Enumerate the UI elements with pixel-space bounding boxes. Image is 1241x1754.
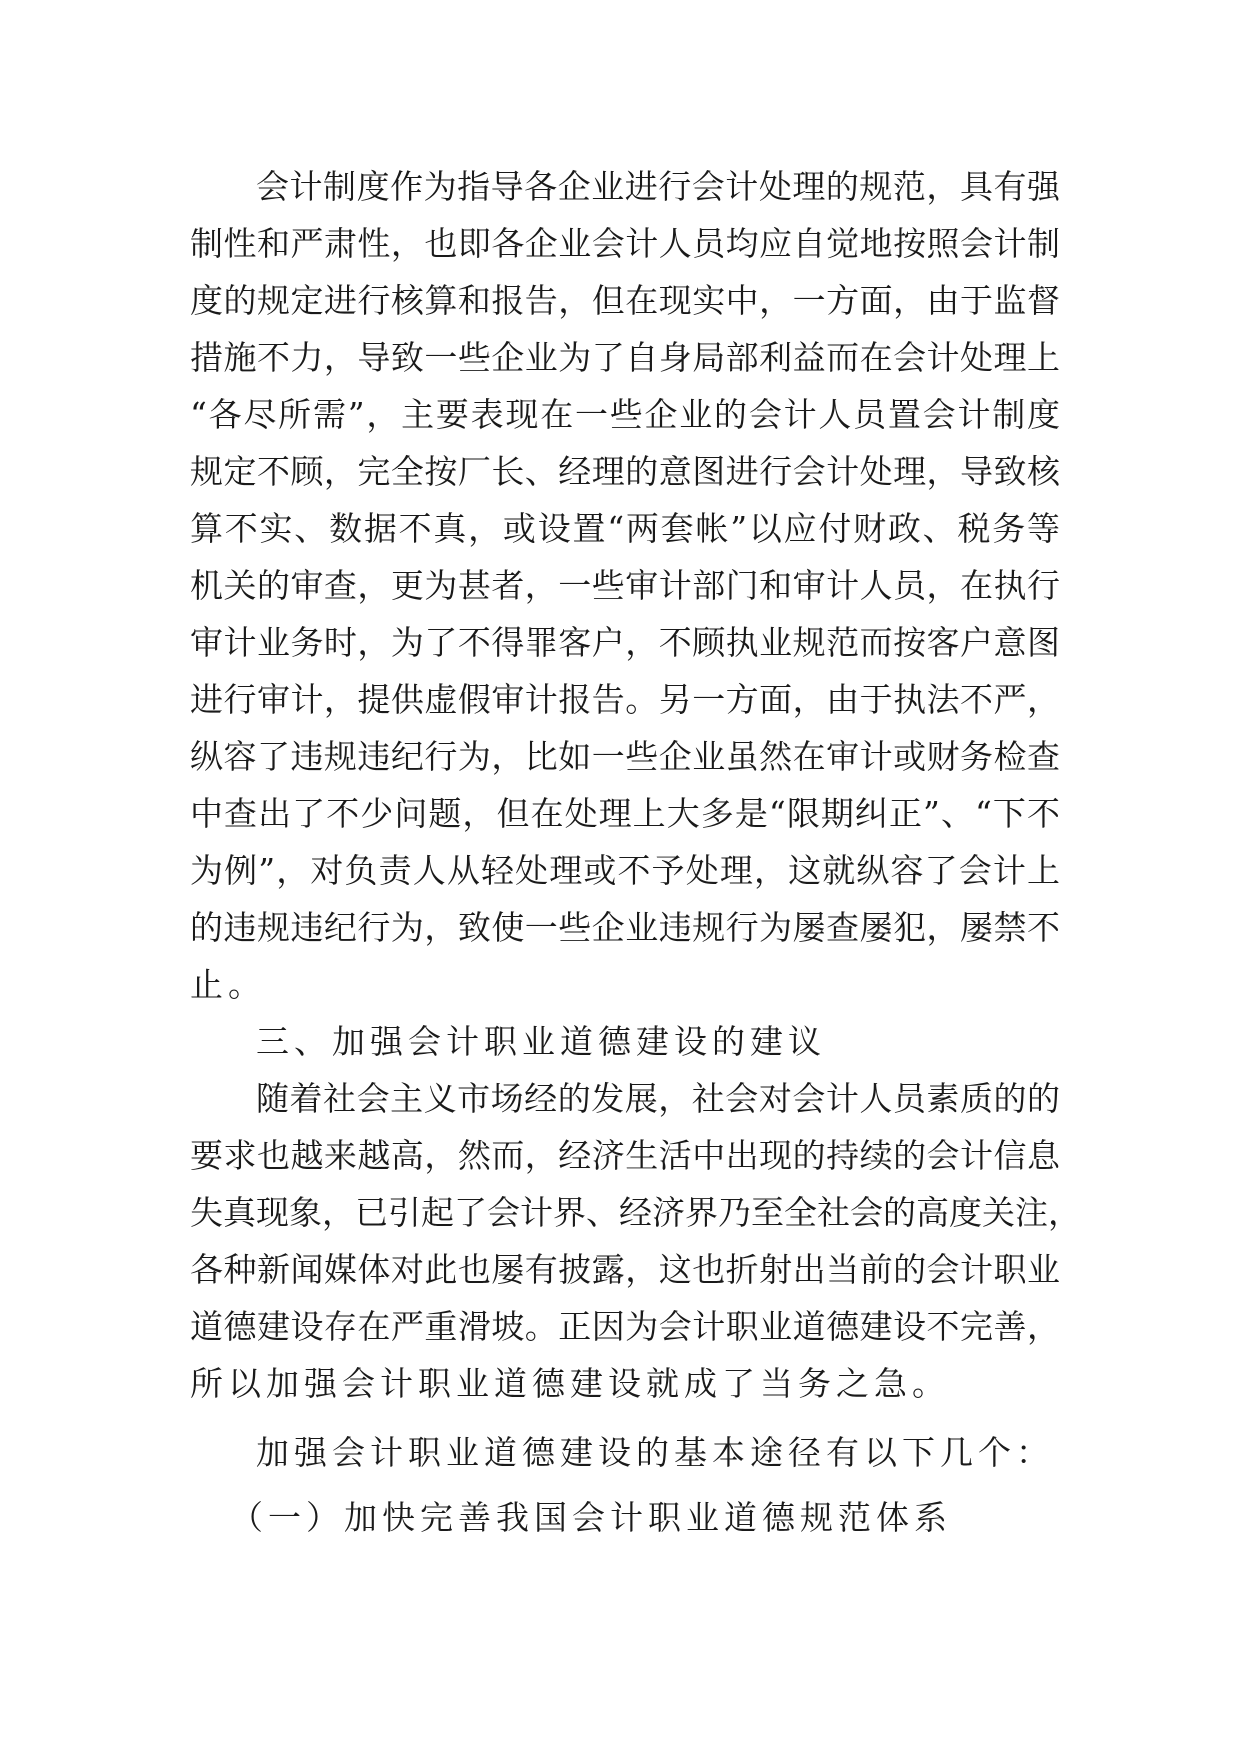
- text-line: 随着社会主义市场经的发展，社会对会计人员素质的的: [256, 1079, 1060, 1118]
- text-line: 会计制度作为指导各企业进行会计处理的规范，具有强: [256, 167, 1060, 206]
- text-line: 道德建设存在严重滑坡。正因为会计职业道德建设不完善，: [190, 1307, 1060, 1346]
- text-line: 度的规定进行核算和报告，但在现实中，一方面，由于监督: [190, 281, 1060, 320]
- text-line: 规定不顾，完全按厂长、经理的意图进行会计处理，导致核: [190, 452, 1060, 491]
- text-line: 中查出了不少问题，但在处理上大多是“限期纠正”、“下不: [190, 794, 1060, 833]
- text-line: 纵容了违规违纪行为，比如一些企业虽然在审计或财务检查: [190, 737, 1060, 776]
- text-line: 审计业务时，为了不得罪客户，不顾执业规范而按客户意图: [190, 623, 1060, 662]
- paragraph-1: [190, 158, 1060, 1013]
- text-line: 各种新闻媒体对此也屡有披露，这也折射出当前的会计职业: [190, 1250, 1060, 1289]
- text-line: 的违规违纪行为，致使一些企业违规行为屡查屡犯，屡禁不: [190, 908, 1060, 947]
- section-heading: 三、加强会计职业道德建设的建议: [256, 1022, 826, 1061]
- text-line: 制性和严肃性，也即各企业会计人员均应自觉地按照会计制: [190, 224, 1060, 263]
- document-page: [190, 158, 1081, 1546]
- text-line: 进行审计，提供虚假审计报告。另一方面，由于执法不严，: [190, 680, 1060, 719]
- subheading: （一）加快完善我国会计职业道德规范体系: [230, 1498, 952, 1537]
- text-line: 所以加强会计职业道德建设就成了当务之急。: [190, 1364, 950, 1403]
- text-line: 为例”，对负责人从轻处理或不予处理，这就纵容了会计上: [190, 851, 1060, 890]
- text-line: 失真现象，已引起了会计界、经济界乃至全社会的高度关注，: [190, 1193, 1081, 1232]
- text-line: 止。: [190, 965, 266, 1004]
- paragraph-2: [190, 1070, 1081, 1412]
- text-line: 机关的审查，更为甚者，一些审计部门和审计人员，在执行: [190, 566, 1060, 605]
- text-line: 措施不力，导致一些企业为了自身局部利益而在会计处理上: [190, 338, 1060, 377]
- text-line: 算不实、数据不真，或设置“两套帐”以应付财政、税务等: [190, 509, 1060, 548]
- paragraph-3: 加强会计职业道德建设的基本途径有以下几个：: [256, 1433, 1054, 1472]
- text-line: 要求也越来越高，然而，经济生活中出现的持续的会计信息: [190, 1136, 1060, 1175]
- text-line: “各尽所需”，主要表现在一些企业的会计人员置会计制度: [190, 395, 1060, 434]
